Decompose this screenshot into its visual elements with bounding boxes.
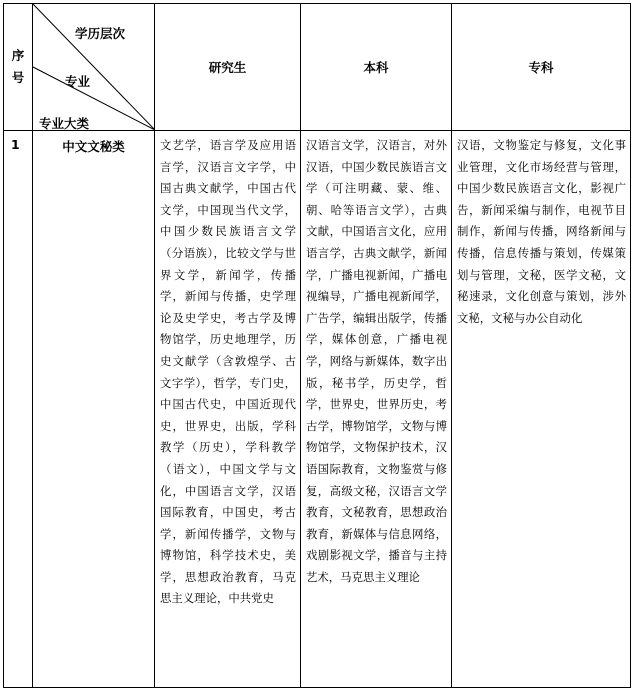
col-header-graduate: 研究生: [155, 4, 301, 131]
col-header-undergraduate: 本科: [301, 4, 452, 131]
diagonal-header-cell: [33, 4, 155, 131]
diag-label-category: 专业大类: [39, 116, 90, 131]
undergraduate-majors: 汉语言文学，汉语言，对外汉语，中国少数民族语言文学（可注明藏、蒙、维、朝、哈等语言文学），古典文献，中国语言文化，应用语言学，古典文献学，新闻学，广播电视新闻，广播电视编导，广播电视新闻学，广告学，编辑出版学，传播学，媒体创意，广播电视学，网络与新媒体，数字出版，秘书学，历史学，哲学，世界史，世界历史，考古学，博物馆学，文物与博物馆学，文物保护技术，汉语国际教育，文物鉴赏与修复，高级文秘，汉语言文学教育，文秘教育，思想政治教育，新媒体与信息网络，戏剧影视文学，播音与主持艺术，马克思主义理论: [306, 138, 447, 584]
col-header-college: 专科: [452, 4, 631, 131]
cell-college: [452, 131, 631, 688]
college-majors: 汉语，文物鉴定与修复，文化事业管理，文化市场经营与管理，中国少数民族语言文化，影视广告，新闻采编与制作，电视节目制作，新闻与传播，网络新闻与传播，信息传播与策划，传媒策划与管理，文秘，医学文秘，文秘速录，文化创意与策划，涉外文秘，文秘与办公自动化: [457, 138, 626, 325]
seq-header: [4, 4, 33, 131]
cell-graduate: [155, 131, 301, 688]
cell-undergraduate: [301, 131, 452, 688]
header-row: [4, 4, 631, 131]
majors-table: [3, 3, 631, 688]
diag-label-level: 学历层次: [75, 26, 126, 41]
table-row: [4, 131, 631, 688]
row-index: 1: [4, 131, 33, 688]
diag-label-major: 专业: [65, 74, 91, 89]
seq-header-label: 序号: [11, 48, 25, 85]
diagonal-lines: [33, 4, 155, 130]
graduate-majors: 文艺学，语言学及应用语言学，汉语言文字学，中国古典文献学，中国古代文学，中国现当代文学，中国少数民族语言文学（分语族），比较文学与世界文学，新闻学，传播学，新闻与传播，史学理论及史学史，考古学及博物馆学，历史地理学，历史文献学（含敦煌学、古文字学），哲学，专门史，中国古代史，中国近现代史，世界史，出版，学科教学（历史），学科教学（语文），中国文学与文化，中国语言文学，汉语国际教育，中国史，考古学，新闻传播学，文物与博物馆，科学技术史，美学，思想政治教育，马克思主义理论，中共党史: [160, 138, 296, 606]
row-category: 中文文秘类: [33, 131, 155, 688]
